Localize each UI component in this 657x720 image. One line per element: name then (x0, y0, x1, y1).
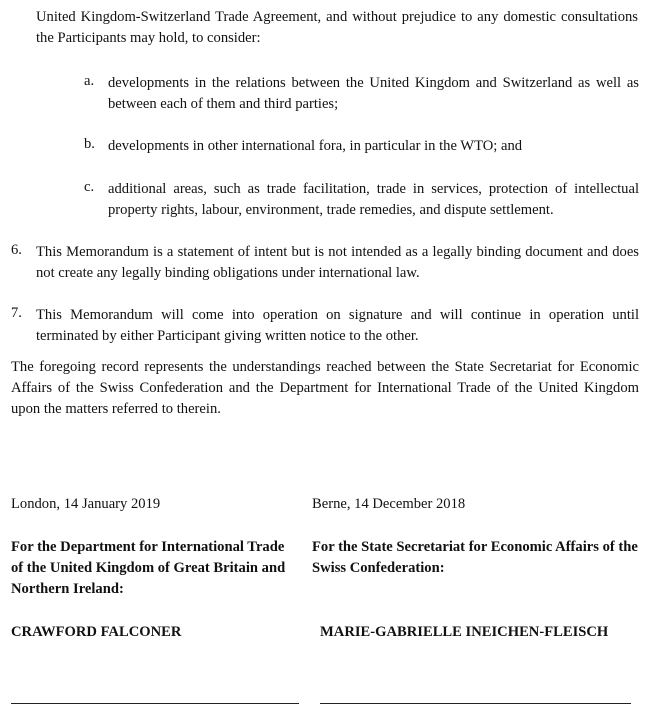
closing-paragraph: The foregoing record represents the understandings reached between the State Secretariat for Economic Affairs of the Swiss Confederation and the Department for International Trade of the United Kingdom upon the matters referred to therein. (11, 359, 639, 417)
numbered-item-text: This Memorandum will come into operation on signature and will continue in operation until terminated by either Participant giving written notice to the other. (36, 307, 639, 344)
signature-line-left (11, 703, 299, 704)
for-line-left: For the Department for International Trade of the United Kingdom of Great Britain and Northern Ireland: (11, 539, 286, 597)
signature-block-right (312, 494, 642, 579)
signatory-name-right: MARIE-GABRIELLE INEICHEN-FLEISCH (320, 624, 609, 640)
signature-block-left (11, 494, 296, 600)
sub-item-b (84, 136, 639, 157)
sub-item-text: developments in other international fora, in particular in the WTO; and (108, 138, 523, 154)
intro-paragraph: United Kingdom-Switzerland Trade Agreement, and without prejudice to any domestic consultations the Participants may hold, to consider: (36, 9, 638, 46)
numbered-item-text: This Memorandum is a statement of intent but is not intended as a legally binding document and does not create any legally binding obligations under international law. (36, 244, 639, 281)
sub-item-text: additional areas, such as trade facilitation, trade in services, protection of intellectual property rights, labour, environment, trade remedies, and dispute settlement. (108, 181, 639, 218)
sub-item-label: a. (84, 73, 95, 89)
for-line-right: For the State Secretariat for Economic Affairs of the Swiss Confederation: (312, 539, 638, 576)
sub-item-text: developments in the relations between the United Kingdom and Switzerland as well as between each of them and third parties; (108, 75, 639, 112)
numbered-item-7 (11, 305, 639, 347)
place-date-left: London, 14 January 2019 (11, 496, 161, 512)
sub-item-a (84, 73, 639, 115)
sub-item-c (84, 179, 639, 221)
signature-line-right (320, 703, 631, 704)
signatory-name-left: CRAWFORD FALCONER (11, 624, 182, 640)
sub-item-label: b. (84, 136, 95, 152)
place-date-right: Berne, 14 December 2018 (312, 496, 466, 512)
numbered-item-6 (11, 242, 639, 284)
numbered-item-label: 7. (11, 305, 22, 321)
sub-item-label: c. (84, 179, 95, 195)
numbered-item-label: 6. (11, 242, 22, 258)
